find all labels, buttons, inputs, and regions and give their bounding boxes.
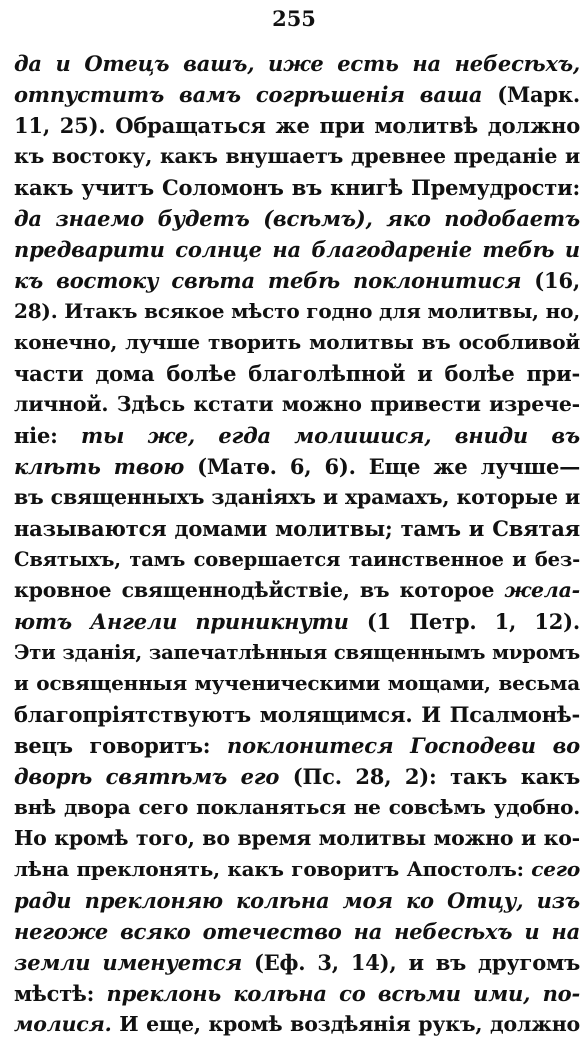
text-line	[14, 885, 580, 916]
italic-quote-segment: земли именуется	[14, 950, 243, 975]
text-line	[14, 978, 580, 1009]
text-segment: внѣ двора сего покланяться не совсѣмъ удобно.	[14, 795, 580, 819]
text-line	[14, 854, 580, 885]
text-line	[14, 327, 580, 358]
text-segment: Но кромѣ того, во время молитвы можно и ко-	[14, 826, 580, 850]
text-segment: и освященныя мученическими мощами, весьма	[14, 671, 580, 695]
text-segment: (Марк.	[482, 82, 580, 107]
text-segment: конечно, лучше творить молитвы въ особливой	[14, 330, 580, 354]
italic-quote-segment: да и Отецъ вашъ, иже есть на небесѣхъ,	[14, 51, 580, 76]
text-line	[14, 48, 580, 79]
text-segment: 28). Итакъ всякое мѣсто годно для молитвы, но,	[14, 299, 580, 323]
text-segment: (Еф. 3, 14), и въ другомъ	[242, 950, 580, 975]
text-segment: Святыхъ, тамъ совершается таинственное и без-	[14, 548, 580, 571]
text-segment: кровное священнодѣйствіе, въ которое	[14, 578, 505, 602]
text-line	[14, 606, 580, 637]
text-segment: лѣна преклонять, какъ говоритъ Апостолъ:	[14, 857, 532, 881]
text-segment: (1 Петр. 1, 12).	[348, 609, 580, 634]
text-line	[14, 699, 580, 730]
text-line	[14, 1009, 580, 1040]
italic-quote-segment: клѣть твою	[14, 454, 185, 479]
text-segment: вецъ говоритъ:	[14, 733, 228, 758]
italic-quote-segment: молися.	[14, 1012, 112, 1036]
text-line	[14, 482, 580, 513]
italic-quote-segment: предварити солнце на благодареніе тебѣ и	[14, 237, 580, 262]
italic-quote-segment: негоже всяко отечество на небесѣхъ и на	[14, 919, 580, 944]
italic-quote-segment: отпуститъ вамъ согрѣшенія ваша	[14, 82, 483, 107]
text-line	[14, 761, 580, 792]
text-line	[14, 358, 580, 389]
italic-quote-segment: желa-	[504, 578, 580, 602]
text-segment: какъ учитъ Соломонъ въ книгѣ Премудрости:	[14, 175, 580, 200]
text-line	[14, 916, 580, 947]
text-line	[14, 668, 580, 699]
text-line	[14, 513, 580, 544]
text-line	[14, 110, 580, 141]
text-segment: (16,	[521, 268, 580, 293]
italic-quote-segment: ради преклоняю колѣна моя ко Отцу, изъ	[14, 888, 580, 913]
text-line	[14, 451, 580, 482]
italic-quote-segment: ютъ Ангели приникнути	[14, 609, 349, 634]
text-segment: части дома болѣе благолѣпной и болѣе при-	[14, 361, 580, 386]
text-line	[14, 79, 580, 110]
text-line	[14, 203, 580, 234]
text-line	[14, 575, 580, 606]
italic-quote-segment: поклонитеся Господеви во	[227, 733, 580, 758]
text-segment: мѣстѣ:	[14, 981, 107, 1006]
body-text	[14, 48, 580, 1040]
text-line	[14, 172, 580, 203]
text-line	[14, 544, 580, 575]
page-number: 255	[272, 6, 316, 31]
text-line	[14, 389, 580, 420]
text-segment: въ священныхъ зданіяхъ и храмахъ, которые и	[14, 485, 580, 509]
text-line	[14, 792, 580, 823]
text-line	[14, 141, 580, 172]
italic-quote-segment: ты же, егда молишися, вниди въ	[81, 423, 580, 448]
text-segment: благопріятствуютъ молящимся. И Псалмонѣ-	[14, 702, 580, 727]
text-line	[14, 265, 580, 296]
italic-quote-segment: къ востоку свѣта тебѣ поклонитися	[14, 268, 522, 293]
text-line	[14, 637, 580, 668]
text-line	[14, 296, 580, 327]
italic-quote-segment: да знаемо будетъ (всѣмъ), яко подобаетъ	[14, 206, 580, 231]
text-segment: 11, 25). Обращаться же при молитвѣ должно	[14, 113, 580, 138]
text-segment: ніе:	[14, 423, 82, 448]
italic-quote-segment: сего	[531, 857, 580, 881]
text-segment: личной. Здѣсь кстати можно привести изрече-	[14, 392, 580, 416]
text-segment: И еще, кромѣ воздѣянія рукъ, должно	[111, 1012, 580, 1036]
text-line	[14, 947, 580, 978]
text-line	[14, 234, 580, 265]
italic-quote-segment: дворѣ святѣмъ его	[14, 764, 280, 789]
italic-quote-segment: преклонь колѣна со всѣми ими, по-	[106, 981, 580, 1006]
text-segment: (Матѳ. 6, 6). Еще же лучше—	[184, 454, 580, 479]
text-segment: Эти зданія, запечатлѣнныя священнымъ мνромъ	[14, 641, 580, 664]
text-line	[14, 823, 580, 854]
text-line	[14, 730, 580, 761]
text-line	[14, 420, 580, 451]
text-segment: называются домами молитвы; тамъ и Святая	[14, 516, 580, 541]
text-segment: къ востоку, какъ внушаетъ древнее преданіе и	[14, 144, 580, 168]
text-segment: (Пс. 28, 2): такъ какъ	[279, 764, 580, 789]
